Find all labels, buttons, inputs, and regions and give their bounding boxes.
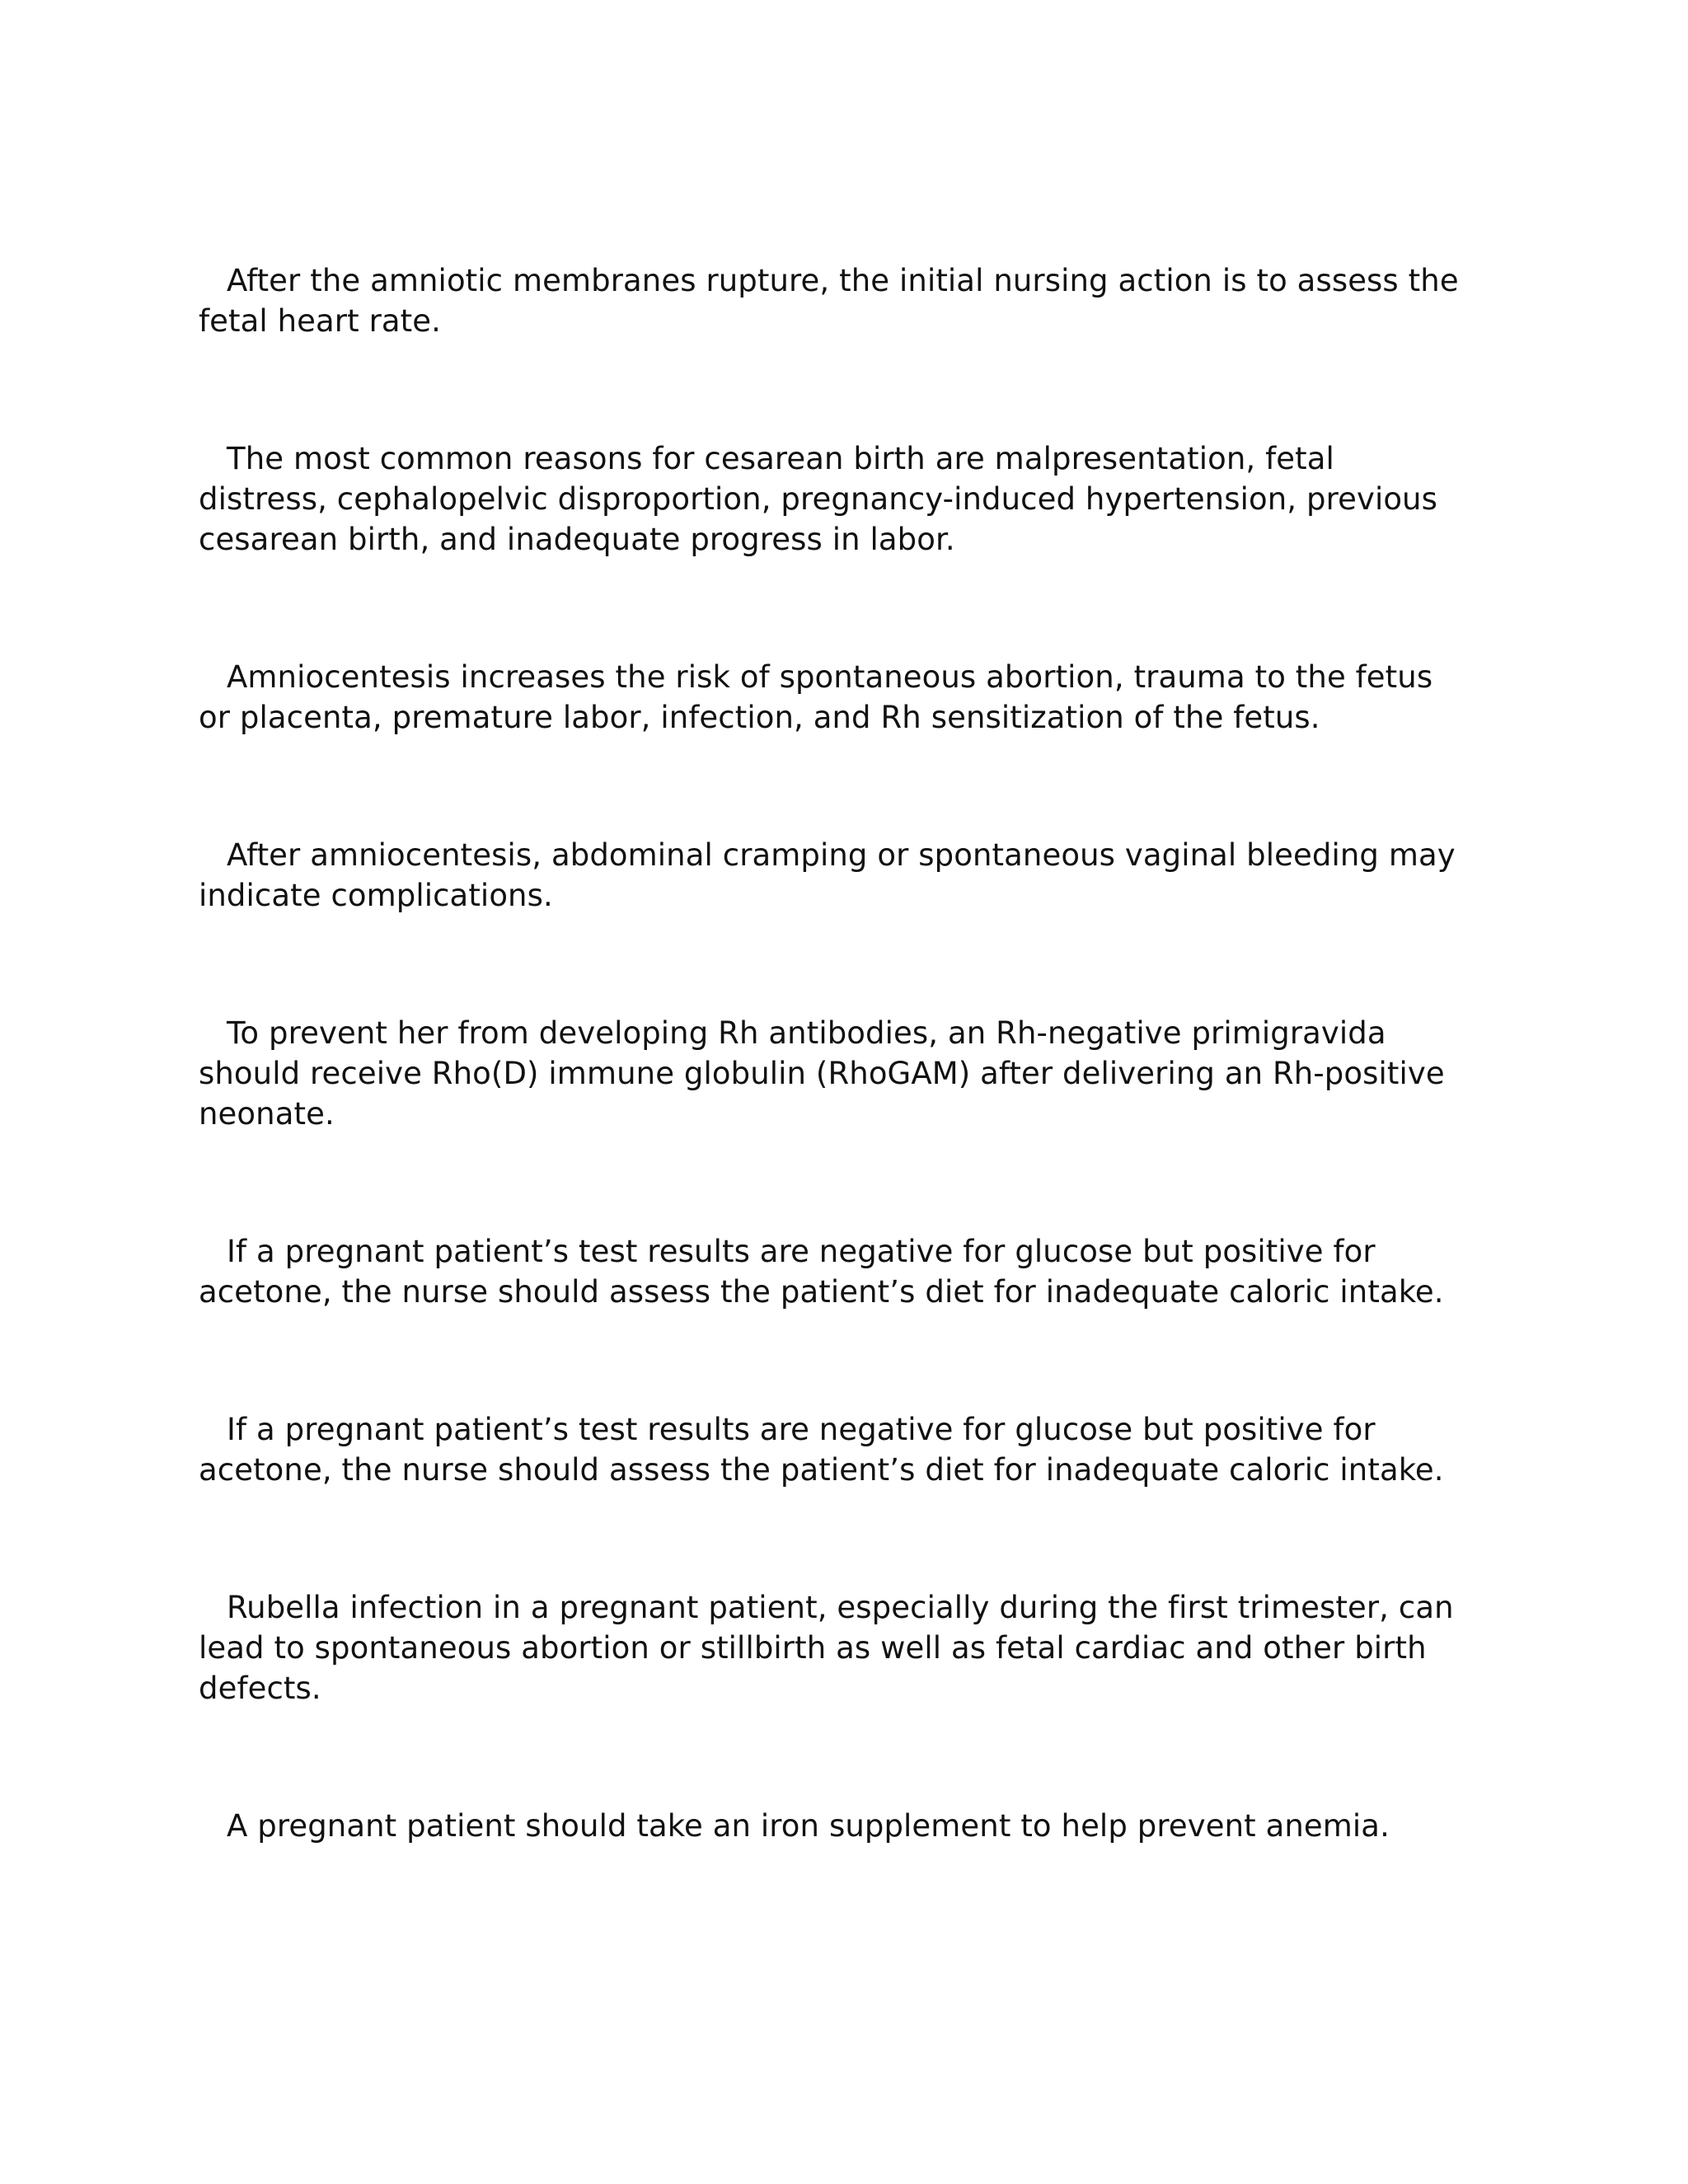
paragraph-acetone-test-repeat: If a pregnant patient’s test results are negative for glucose but positive for acetone, the nurse should assess the patient’s diet for inadequate caloric intake. (199, 1412, 1444, 1488)
paragraph-amniocentesis-risks: Amniocentesis increases the risk of spontaneous abortion, trauma to the fetus or placenta, premature labor, infection, and Rh sensitization of the fetus. (199, 659, 1433, 735)
paragraph-acetone-test: If a pregnant patient’s test results are negative for glucose but positive for acetone, the nurse should assess the patient’s diet for inadequate caloric intake. (199, 1234, 1444, 1310)
paragraph-rubella: Rubella infection in a pregnant patient, especially during the first trimester, can lead to spontaneous abortion or stillbirth as well as fetal cardiac and other birth defects. (199, 1590, 1454, 1706)
paragraph-iron-supplement: A pregnant patient should take an iron supplement to help prevent anemia. (227, 1808, 1390, 1844)
paragraph-rhogam: To prevent her from developing Rh antibodies, an Rh-negative primigravida should receive Rho(D) immune globulin (RhoGAM) after delivering an Rh-positive neonate. (199, 1015, 1445, 1132)
paragraph-amniocentesis-complications: After amniocentesis, abdominal cramping or spontaneous vaginal bleeding may indicate complications. (199, 837, 1456, 913)
document-body (199, 260, 1468, 1846)
paragraph-amniotic-rupture: After the amniotic membranes rupture, the initial nursing action is to assess the fetal heart rate. (199, 263, 1459, 339)
paragraph-cesarean-reasons: The most common reasons for cesarean birth are malpresentation, fetal distress, cephalopelvic disproportion, pregnancy-induced hypertension, previous cesarean birth, and inadequate progress in labor. (199, 441, 1437, 557)
